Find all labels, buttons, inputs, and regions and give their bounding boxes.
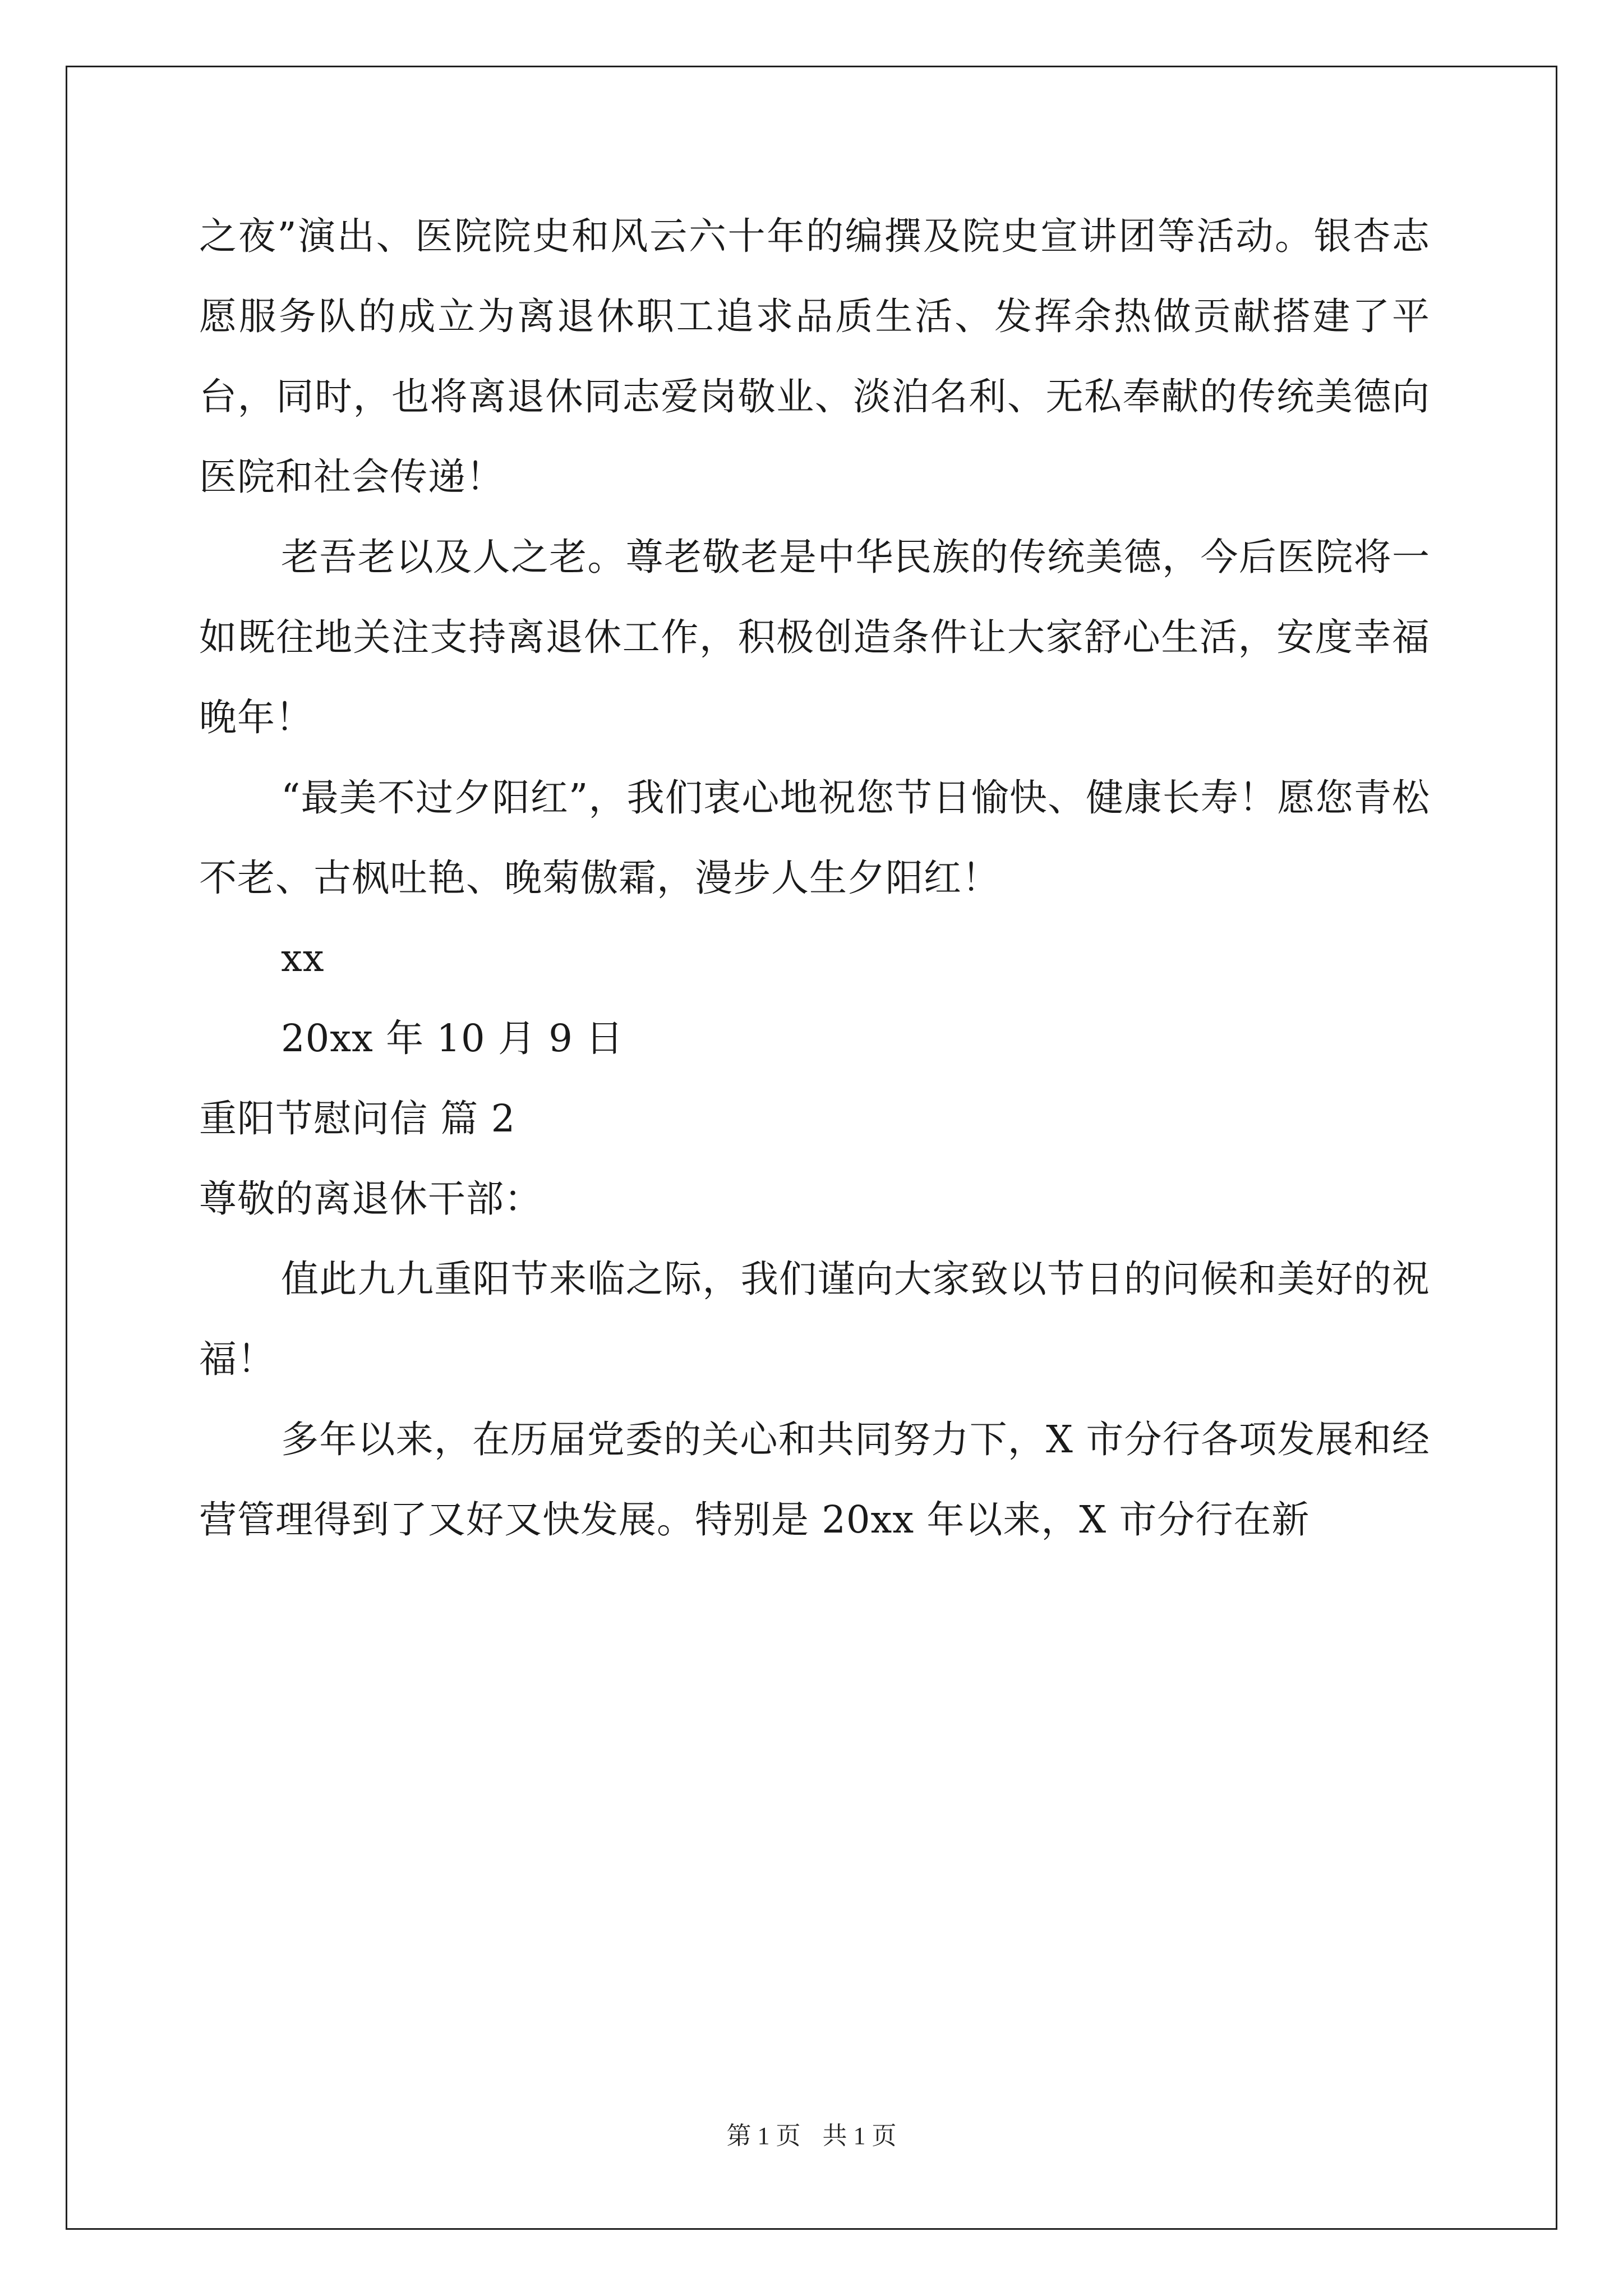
paragraph-2: 老吾老以及人之老。尊老敬老是中华民族的传统美德，今后医院将一如既往地关注支持离退休工作，积极创造条件让大家舒心生活，安度幸福晚年！ xyxy=(199,535,1430,739)
paragraph-3: “最美不过夕阳红”，我们衷心地祝您节日愉快、健康长寿！愿您青松不老、古枫吐艳、晚菊傲霜，漫步人生夕阳红！ xyxy=(199,776,1430,900)
section-title: 重阳节慰问信 篇 2 xyxy=(199,1097,516,1140)
page-number: 第 1 页 xyxy=(726,2122,801,2150)
paragraph-5: 多年以来，在历届党委的关心和共同努力下，X 市分行各项发展和经营管理得到了又好又快发展。特别是 20xx 年以来，X 市分行在新 xyxy=(199,1418,1430,1542)
document-body xyxy=(199,196,1430,1560)
salutation: 尊敬的离退休干部： xyxy=(199,1177,542,1221)
paragraph-1: 之夜”演出、医院院史和风云六十年的编撰及院史宣讲团等活动。银杏志愿服务队的成立为离退休职工追求品质生活、发挥余热做贡献搭建了平台，同时，也将离退休同志爱岗敬业、淡泊名利、无私奉献的传统美德向医院和社会传递！ xyxy=(199,214,1430,499)
signature: xx xyxy=(281,936,325,980)
paragraph-4: 值此九九重阳节来临之际，我们谨向大家致以节日的问候和美好的祝福！ xyxy=(199,1257,1430,1381)
page-total: 共 1 页 xyxy=(822,2122,897,2150)
page-footer xyxy=(0,2119,1623,2153)
date-line: 20xx 年 10 月 9 日 xyxy=(281,1016,624,1060)
